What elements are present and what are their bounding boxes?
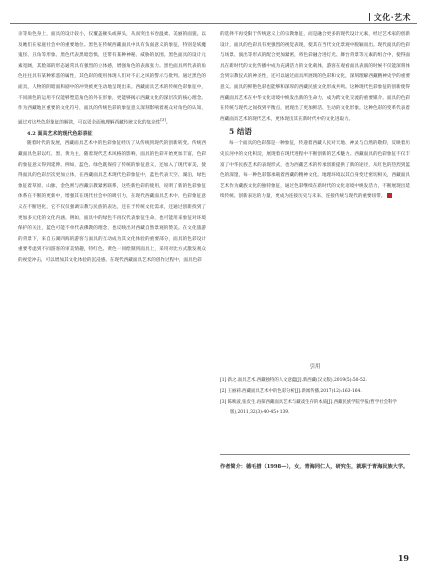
citation: [3]	[160, 116, 166, 122]
reference-item: [2] 王丽莉.西藏面具艺术中的色彩分析[J].新闻传播,2017(12):163-164.	[220, 389, 362, 394]
references-list	[220, 376, 410, 419]
end-mark-icon	[387, 193, 392, 198]
paragraph	[18, 30, 206, 129]
reference-item: [3] 陈映波,张皮生.再探西藏面具艺术与藏戏生存的本质[J].西藏民族学院学报(哲学社会科学版),2011,32(3):40-45+139.	[220, 400, 397, 415]
paragraph: 随着时代的发展，西藏面具艺术中的色彩象征经历了从传统到现代的创新转变。传统西藏面具色彩以红、黑、黄为主，随着现代艺术风格的影响，面具的色彩开始更加丰富，色彩的象征意义得到延伸。例如，蓝色、绿色既保持了传统的象征意义，还加入了现代审美，使得面具的色彩层次更加立体，在西藏面具艺术现代色彩象征中，蓝色代表天空、湖泊，绿色象征着草原、山脉，金色则与西藏宗教紧密联系，这些新色彩的使用，说明了新的色彩象征体系在不断的更新中，增强其在现代社会中的吸引力，在现代西藏面具艺术中，色彩象征意义在不断进化，它不仅仅强调宗教与民族的表达，还在于传统文化需求，还通过创新找到了更加多元化的文化内涵。例如，面具中的绿色不再仅代表象征生命，也可能用来象征对环境保护的关注，蓝色可能不单代表佛教的理念，也反映出对西藏自然景观的赞美。在文化旅游的背景下，来自五湖四海的游客与面具的互动成为其文化体验的重要部分，面具的色彩设计重要考虑到不同游客的审美情趣，特红色、黄色一同绘制到面具上，采用对比方式激发观众的视觉冲击，可以增加其文化体验的沉浸感。在现代西藏面具艺术的创作过程中，面具色彩	[18, 141, 206, 263]
right-column	[220, 30, 410, 203]
paragraph-tail: 。	[165, 120, 171, 126]
header-rule	[10, 23, 417, 24]
reference-item: [1] 新之.面具艺术.西藏独特的人文意蕴[J].新西藏(汉文版),2019(5):50-52.	[220, 378, 367, 383]
references-rule	[220, 454, 410, 455]
section-heading-4-2: 4.2 面具艺术的现代色彩表征	[27, 130, 93, 137]
left-column	[18, 30, 206, 267]
references-title: 引用	[309, 364, 321, 370]
header-bar	[369, 13, 370, 21]
paragraph: 的选择不再受限于传统意义上的宗教象征，而是融合更多的现代设计元素，经过艺术家的创新设计，面具的色彩具有更强烈的视觉表现，使其在当代文化景观中脱颖而出。现代面具的色彩与场景、演出等形式的配合更加紧密，将色彩融合进灯光、舞台背景等元素的组合中，使得面具在新时代的文化传播中成为充满活力的文化载体，游客在观看面具表演的时候不仅能深刻体会到宗教仪式的神圣性，还可以通过面具所展现的色彩和文化，深刻理解西藏精神史学的重要意义。面具的鲜艳色彩也能够和深厚的西藏民族文化形成共鸣。这种现代色彩象征的创新使得西藏面具艺术在中华文化语境中焕发出新的生命力，成为跨文化交流的重要媒介。面具的色彩在传统与现代之间找到平衡点，展现出了更加鲜活、生动的文化形象。这种色彩的变革代表着西藏面具艺术的现代艺术，更体现出其在新时代中的文化进取力。	[220, 32, 410, 122]
running-header	[369, 12, 411, 23]
page-number: 19	[397, 553, 409, 563]
header-column-name: 文化·艺术	[373, 12, 411, 22]
author-bio: 作者简介：德毛措（1998—），女，青海同仁人，研究生，就职于青海民族大学。	[220, 464, 409, 470]
paragraph-text: 亲等角色身上，面具的设计较小，仅覆盖额头或鼻头，从而突出书卷温柔、美丽的面貌。以及她们在家庭社会中的重要地位。黑色在传统西藏面具中具有负面意义的象征，特别是妖魔鬼怪、丑角等形象。黑色代表黑暗恐惧，还带有某种神秘、威胁的氛围。黑色面具的设计元素宽阔，其脸部的形态通常具有强烈的立体感，增强角色的表演张力。黑色面具所代表的角色往往具有某种邪恶的属性，其色彩的使用体现人们对不正之风的警示与批判。通过黑色的面具，人物的阴暗面和剧中的冲突被更生动地呈现出来。西藏面具艺术的传统色彩象征中，不同颜色的运用不仅能够塑造角色的外在形象，更能够揭示西藏文化的深层次的核心理念。作为西藏地区重要的文化符号，面具的传统色彩的象征意义深刻影响着观众对角色的认知，通过对这些色彩象征的解读，可以更全面地理解西藏传统文化的复杂性	[18, 32, 206, 126]
paragraph	[220, 139, 410, 203]
paragraph-text: 每一个面具的色彩都是一种象征，传递着西藏人民对天地、神灵与自然的敬仰，反映着历史长河中的文化积淀，展现着在现代进程中不断创新的艺术魅力。西藏面具的色彩象征不仅丰富了中华民族艺术的表现形式，也为西藏艺术的传承创新提供了新的途径，从红色的热烈到蓝色的深邃，每一种色彩都承载着西藏的精神文化。地理环境以其自身变迁密切相关，西藏面具艺术作为藏族文化的独特象征，通过色彩继续在新时代的文化语境中焕发活力，不断展现出延续传统、创新表达的力量，更成为连接历史与未来、连接传统与现代的重要纽带。	[220, 141, 410, 200]
section-heading-5: 5 结语	[229, 127, 252, 137]
